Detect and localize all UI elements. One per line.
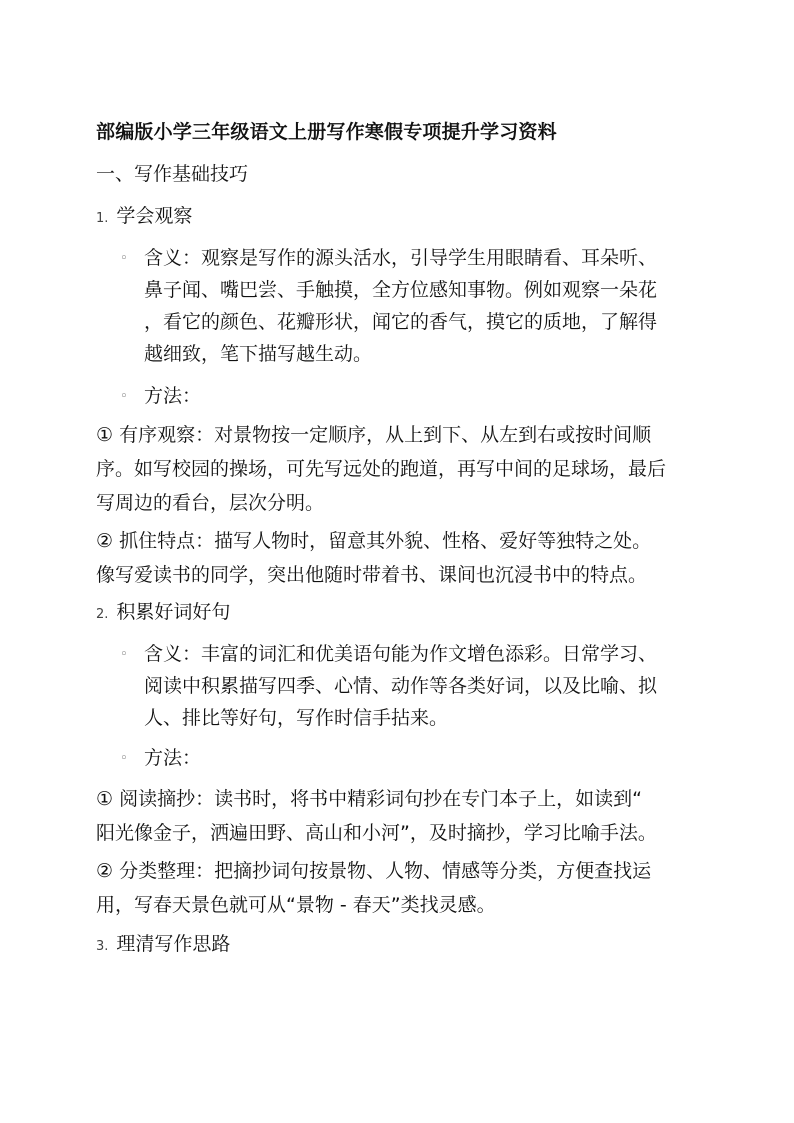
method-line: ② 分类整理：把摘抄词句按景物、人物、情感等分类，方便查找运 <box>96 860 652 882</box>
method-line: 用，写春天景色就可从“景物 - 春天”类找灵感。 <box>96 894 496 916</box>
bullet-meaning-2 <box>120 638 657 671</box>
method-line: 写周边的看台，层次分明。 <box>96 492 325 514</box>
method-line: 像写爱读书的同学，突出他随时带着书、课间也沉浸书中的特点。 <box>96 564 648 586</box>
method-label: 方法： <box>144 385 202 407</box>
method-line: ① 阅读摘抄：读书时，将书中精彩词句抄在专门本子上，如读到“ <box>96 788 642 810</box>
bullet-method-1 <box>120 380 201 413</box>
bullet-dot-icon: ◦ <box>120 389 128 404</box>
meaning-line: 含义：丰富的词汇和优美语句能为作文增色添彩。日常学习、 <box>144 643 658 665</box>
item-heading-text: 理清写作思路 <box>116 933 231 955</box>
method-label: 方法： <box>144 747 202 769</box>
item-number: 1. <box>96 211 109 226</box>
bullet-meaning-1 <box>120 242 657 275</box>
section-heading: 一、写作基础技巧 <box>96 163 249 185</box>
method-line: 阳光像金子，洒遍田野、高山和小河”，及时摘抄，学习比喻手法。 <box>96 822 657 844</box>
bullet-dot-icon: ◦ <box>120 751 128 766</box>
method-line: ② 抓住特点：描写人物时，留意其外貌、性格、爱好等独特之处。 <box>96 530 652 552</box>
meaning-line: 人、排比等好句，写作时信手拈来。 <box>144 707 449 729</box>
meaning-line: 越细致，笔下描写越生动。 <box>144 343 373 365</box>
bullet-method-2 <box>120 742 201 775</box>
item-number: 2. <box>96 607 109 622</box>
item-heading-2 <box>96 598 230 629</box>
item-heading-text: 积累好词好句 <box>116 601 231 623</box>
meaning-line: 阅读中积累描写四季、心情、动作等各类好词，以及比喻、拟 <box>144 675 658 697</box>
bullet-dot-icon: ◦ <box>120 251 128 266</box>
bullet-dot-icon: ◦ <box>120 647 128 662</box>
meaning-line: 鼻子闻、嘴巴尝、手触摸，全方位感知事物。例如观察一朵花 <box>144 279 658 301</box>
meaning-line: 含义：观察是写作的源头活水，引导学生用眼睛看、耳朵听、 <box>144 247 658 269</box>
item-heading-3 <box>96 930 230 961</box>
item-number: 3. <box>96 939 109 954</box>
method-line: 序。如写校园的操场，可先写远处的跑道，再写中间的足球场，最后 <box>96 458 667 480</box>
item-heading-1 <box>96 202 192 233</box>
document-title: 部编版小学三年级语文上册写作寒假专项提升学习资料 <box>96 121 557 143</box>
item-heading-text: 学会观察 <box>116 205 193 227</box>
method-line: ① 有序观察：对景物按一定顺序，从上到下、从左到右或按时间顺 <box>96 424 652 446</box>
meaning-line: ，看它的颜色、花瓣形状，闻它的香气，摸它的质地，了解得 <box>144 311 658 333</box>
